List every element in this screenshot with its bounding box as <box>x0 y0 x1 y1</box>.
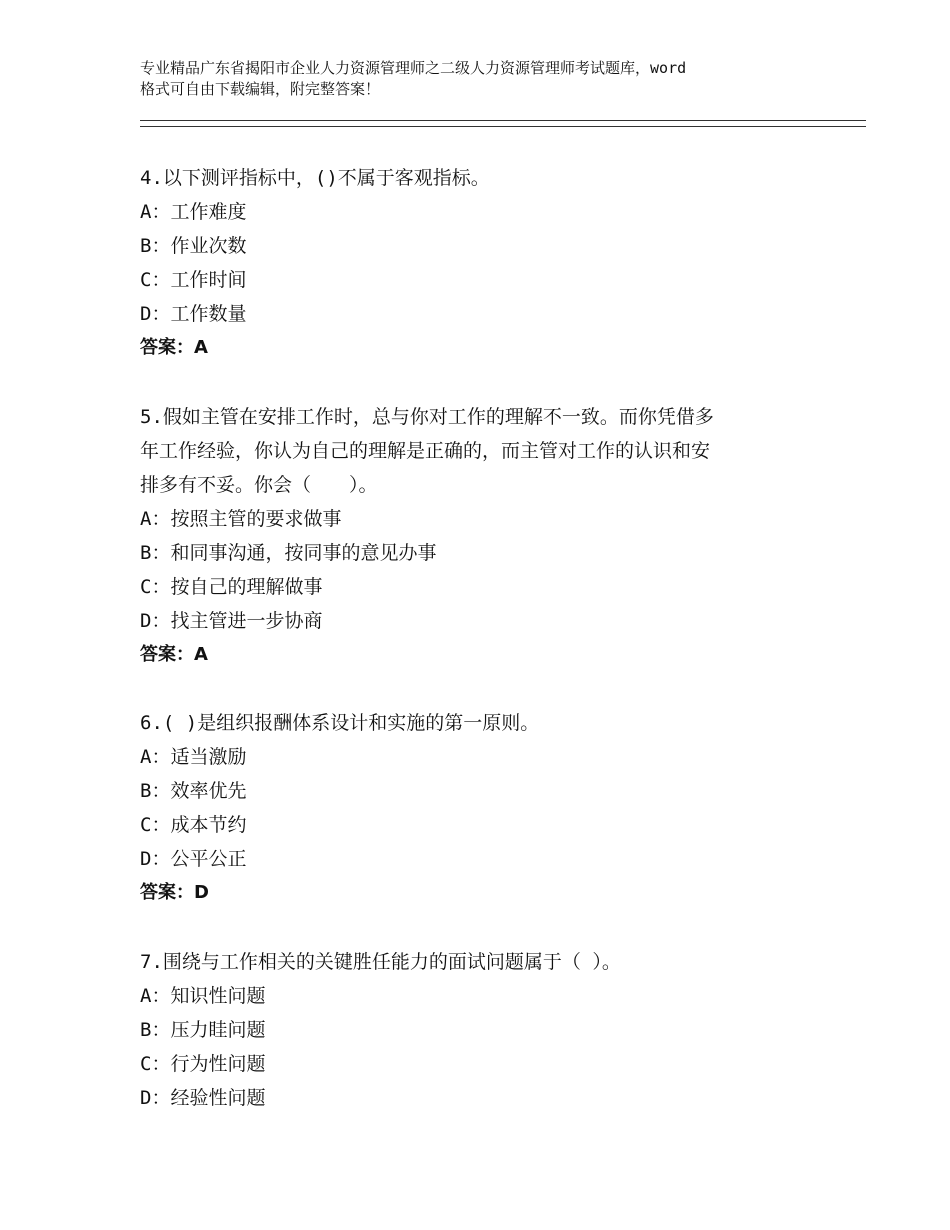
header-line-1: 专业精品广东省揭阳市企业人力资源管理师之二级人力资源管理师考试题库，word <box>140 59 687 77</box>
question-6 <box>140 706 820 910</box>
option-a: A：适当激励 <box>140 746 247 768</box>
option-c: C：按自己的理解做事 <box>140 576 323 598</box>
header-line-2: 格式可自由下载编辑，附完整答案！ <box>140 80 381 98</box>
option-d: D：经验性问题 <box>140 1087 266 1109</box>
option-a: A：知识性问题 <box>140 985 266 1007</box>
question-stem: 6.( )是组织报酬体系设计和实施的第一原则。 <box>140 712 540 734</box>
question-stem: 7.围绕与工作相关的关键胜任能力的面试问题属于（ ）。 <box>140 951 621 973</box>
option-b: B：效率优先 <box>140 780 247 802</box>
option-b: B：压力眭问题 <box>140 1019 266 1041</box>
option-c: C：行为性问题 <box>140 1053 266 1075</box>
answer-label: 答案：A <box>140 644 208 665</box>
option-d: D：工作数量 <box>140 303 247 325</box>
option-a: A：按照主管的要求做事 <box>140 508 342 530</box>
option-d: D：找主管进一步协商 <box>140 610 323 632</box>
answer-label: 答案：A <box>140 337 208 358</box>
question-4 <box>140 161 820 365</box>
option-d: D：公平公正 <box>140 848 247 870</box>
document-header <box>140 58 830 100</box>
option-c: C：成本节约 <box>140 814 247 836</box>
header-divider <box>140 120 866 127</box>
answer-label: 答案：D <box>140 882 209 903</box>
question-5 <box>140 400 820 672</box>
question-stem-line-3: 排多有不妥。你会（ ）。 <box>140 474 378 496</box>
option-b: B：和同事沟通，按同事的意见办事 <box>140 542 437 564</box>
question-stem-line-2: 年工作经验，你认为自己的理解是正确的，而主管对工作的认识和安 <box>140 440 711 462</box>
question-stem: 4.以下测评指标中，()不属于客观指标。 <box>140 167 490 189</box>
option-b: B：作业次数 <box>140 235 247 257</box>
question-7 <box>140 945 820 1115</box>
option-c: C：工作时间 <box>140 269 247 291</box>
option-a: A：工作难度 <box>140 201 247 223</box>
question-stem-line-1: 5.假如主管在安排工作时，总与你对工作的理解不一致。而你凭借多 <box>140 406 714 428</box>
